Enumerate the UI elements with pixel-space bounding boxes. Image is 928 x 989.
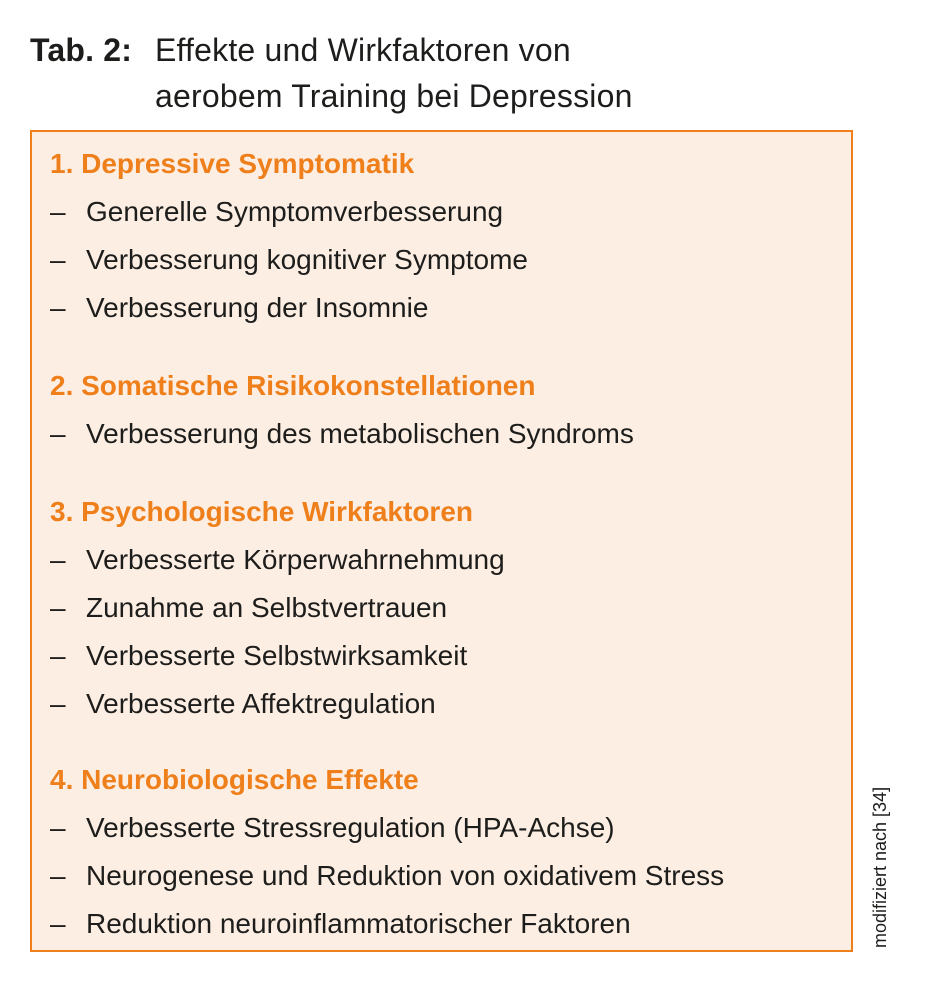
dash-bullet: – — [50, 812, 66, 843]
title-line-1 — [30, 28, 571, 72]
item-text: Verbesserte Körperwahrnehmung — [86, 544, 505, 575]
section-heading: 3. Psychologische Wirkfaktoren — [50, 496, 473, 527]
list-item — [50, 592, 841, 640]
title-line-2 — [155, 74, 633, 118]
list-item — [50, 544, 841, 592]
section-heading: 2. Somatische Risikokonstellationen — [50, 370, 536, 401]
item-text: Verbesserung des metabolischen Syndroms — [86, 418, 634, 449]
item-text: Verbesserung kognitiver Symptome — [86, 244, 528, 275]
list-item — [50, 640, 841, 688]
dash-bullet: – — [50, 908, 66, 939]
dash-bullet: – — [50, 544, 66, 575]
dash-bullet: – — [50, 244, 66, 275]
list-item — [50, 292, 841, 340]
dash-bullet: – — [50, 860, 66, 891]
list-item — [50, 688, 841, 736]
table-label: Tab. 2: — [30, 32, 133, 68]
dash-bullet: – — [50, 292, 66, 323]
source-note: modifiziert nach [34] — [870, 786, 890, 948]
item-text: Verbesserte Affektregulation — [86, 688, 436, 719]
item-text: Reduktion neuroinflammatorischer Faktoren — [86, 908, 631, 939]
dash-bullet: – — [50, 592, 66, 623]
section-heading: 1. Depressive Symptomatik — [50, 148, 415, 179]
section-neurobiologische-effekte — [50, 764, 841, 956]
dash-bullet: – — [50, 640, 66, 671]
item-text: Verbesserung der Insomnie — [86, 292, 429, 323]
list-item — [50, 244, 841, 292]
dash-bullet: – — [50, 688, 66, 719]
section-psychologische-wirkfaktoren — [50, 496, 841, 736]
list-item — [50, 908, 841, 956]
title-text-line-1: Effekte und Wirkfaktoren von — [155, 32, 571, 68]
table-box — [30, 130, 853, 952]
section-depressive-symptomatik — [50, 148, 841, 340]
title-text-line-2: aerobem Training bei Depression — [155, 78, 633, 114]
list-item — [50, 196, 841, 244]
item-text: Verbesserte Selbstwirksamkeit — [86, 640, 468, 671]
list-item — [50, 812, 841, 860]
dash-bullet: – — [50, 418, 66, 449]
item-text: Zunahme an Selbstvertrauen — [86, 592, 448, 623]
item-text: Neurogenese und Reduktion von oxidativem Stress — [86, 860, 725, 891]
section-heading: 4. Neurobiologische Effekte — [50, 764, 419, 795]
dash-bullet: – — [50, 196, 66, 227]
list-item — [50, 418, 841, 466]
item-text: Generelle Symptomverbesserung — [86, 196, 504, 227]
list-item — [50, 860, 841, 908]
item-text: Verbesserte Stressregulation (HPA-Achse) — [86, 812, 615, 843]
section-somatische-risikokonstellationen — [50, 370, 841, 466]
